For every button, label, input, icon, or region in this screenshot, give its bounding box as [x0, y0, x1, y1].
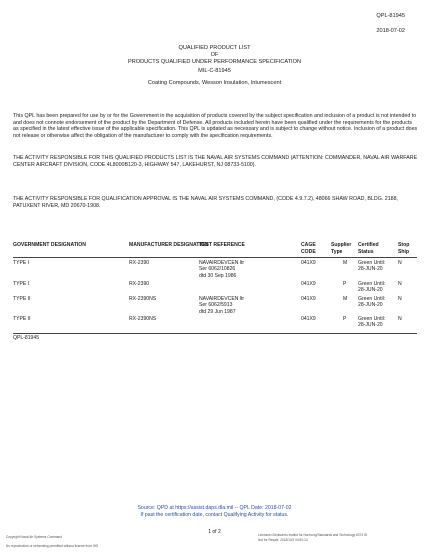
activity-approval-paragraph: THE ACTIVITY RESPONSIBLE FOR QUALIFICATION APPROVAL IS THE NAVAL AIR SYSTEMS COMMAND, (CODE 4.9.7.2), 48066 SHAW ROAD, BLDG. 2188, PATUXENT RIVER, MD 20670-1908. — [13, 196, 399, 209]
cell-supplier: P — [343, 316, 347, 322]
status-line-1: Green Until: — [358, 281, 386, 287]
cell-cage: 041X9 — [301, 260, 316, 266]
test-line-2: Ser 6062/10826 — [199, 266, 236, 273]
cell-status — [358, 260, 385, 273]
cell-cage: 041X9 — [301, 281, 316, 287]
spec-subject: Coating Compounds, Wesson Insulation, Intumescent — [147, 80, 282, 86]
doc-date: 2018-07-02 — [376, 28, 405, 34]
table-header-rule — [13, 257, 417, 258]
cell-mfr: RX-2390NS — [129, 296, 157, 302]
header-gov-designation: GOVERNMENT DESIGNATION — [13, 242, 86, 248]
header-stop-ship: Stop Ship — [398, 242, 410, 255]
test-line-2: Ser 6062/5913 — [199, 302, 233, 309]
header-certified-status: Certified Status — [358, 242, 379, 255]
activity-list-paragraph: THE ACTIVITY RESPONSIBLE FOR THIS QUALIFIED PRODUCTS LIST IS THE NAVAL AIR SYSTEMS COMMAND (ATTENTION: COMMANDER, NAVAL AIR WARFARE CENTER AIRCRAFT DIVISION, CODE 4L8000B120-3, HIGHWAY 547, LAKEHURST, NJ 08733-5100). — [13, 155, 418, 168]
test-line-1: NAVAIRDEVCEN ltr — [199, 296, 245, 302]
cell-gov: TYPE II — [13, 296, 31, 302]
status-line-2: 28-JUN-20 — [358, 302, 383, 309]
cell-supplier: M — [343, 260, 348, 266]
header-cage-code: CAGE CODE — [301, 242, 316, 255]
cell-supplier: P — [343, 281, 347, 287]
status-line-1: Green Until: — [358, 260, 386, 266]
cell-stop: N — [398, 296, 402, 302]
cell-status — [358, 281, 385, 294]
certification-note: If past the certification date, contact Qualifying Activity for status. — [140, 512, 289, 518]
cell-test — [199, 260, 244, 279]
header-supplier-type: Supplier Type — [331, 242, 352, 255]
title-line-3: PRODUCTS QUALIFIED UNDER PERFORMANCE SPECIFICATION — [127, 59, 301, 65]
cell-supplier: M — [343, 296, 348, 302]
header-mfr-designation: MANUFACTURER DESIGNATION — [129, 242, 209, 248]
copyright-notice: Copyright Naval Air Systems Command — [6, 535, 62, 539]
status-line-2: 28-JUN-20 — [358, 322, 383, 329]
cell-test — [199, 296, 244, 315]
status-line-1: Green Until: — [358, 296, 386, 302]
cell-mfr: RX-2390NS — [129, 316, 157, 322]
cell-status — [358, 316, 385, 329]
cell-stop: N — [398, 260, 402, 266]
cell-gov: TYPE I — [13, 281, 30, 287]
source-line: Source: QPD at https://assist.daps.dla.mil -- QPL Date: 2018-07-02 — [137, 505, 292, 511]
cell-cage: 041X9 — [301, 316, 316, 322]
cell-stop: N — [398, 316, 402, 322]
resale-notice: Not for Resale, 2018/10/2 04:51:14 — [258, 538, 308, 542]
title-line-2: OF — [210, 52, 219, 58]
status-line-2: 28-JUN-20 — [358, 287, 383, 294]
table-bottom-rule — [13, 333, 417, 334]
intro-paragraph: This QPL has been prepared for use by or for the Government in the acquisition of products covered by the subject specification and inclusion of a product is not intended to and does not connote endorsement of the product by the Department of Defense. All products included herein have been qualified under the requirements for the products as specified in the latest effective issue of the applicable specification. This QPL is updated as necessary and is subject to change without notice. Inclusion of a product does not release or otherwise affect the obligation of the manufacturer to comply with the specification requirements. — [13, 113, 418, 140]
table-end-label: QPL-81945 — [13, 335, 40, 341]
status-line-1: Green Until: — [358, 316, 386, 322]
status-line-2: 28-JUN-20 — [358, 266, 383, 273]
test-line-3: dtd 29 Jun 1987 — [199, 308, 236, 315]
doc-id: QPL-81945 — [376, 13, 405, 19]
header-test-reference: TEST REFERENCE — [199, 242, 245, 248]
test-line-1: NAVAIRDEVCEN ltr — [199, 260, 245, 266]
reproduction-notice: No reproduction or networking permitted without license from IHS — [6, 544, 99, 548]
page-number: 1 of 2 — [208, 529, 221, 535]
spec-number: MIL-C-81945 — [198, 68, 231, 74]
cell-status — [358, 296, 385, 309]
licensee-notice: Licensee=Deutsches Institut fur Normung/Standards and Technology 6073 St — [258, 533, 368, 537]
cell-stop: N — [398, 281, 402, 287]
cell-mfr: RX-2390 — [129, 260, 150, 266]
cell-gov: TYPE II — [13, 316, 31, 322]
test-line-3: dtd 30 Sep 1986 — [199, 272, 237, 279]
title-line-1: QUALIFIED PRODUCT LIST — [178, 45, 251, 51]
cell-gov: TYPE I — [13, 260, 30, 266]
cell-cage: 041X9 — [301, 296, 316, 302]
cell-mfr: RX-2390 — [129, 281, 150, 287]
